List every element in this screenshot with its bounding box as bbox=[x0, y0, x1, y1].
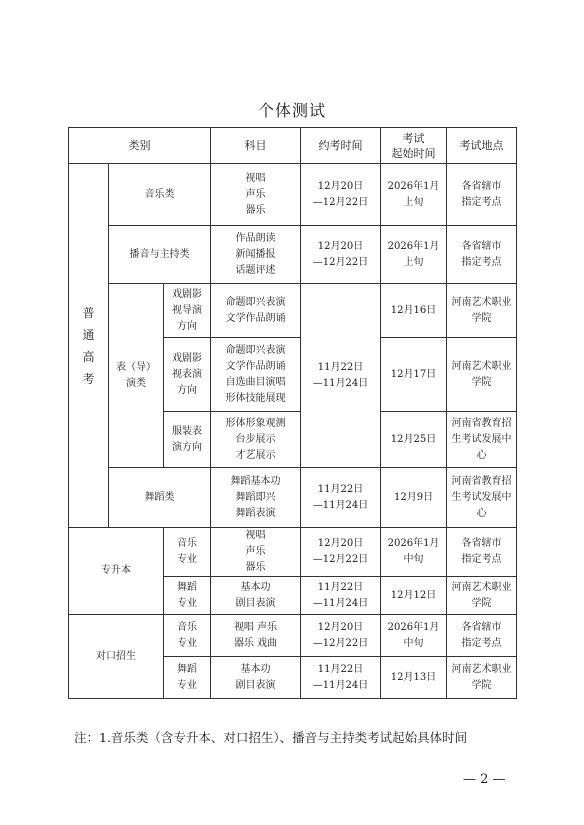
appointment-cell: 12月20日 —12月22日 bbox=[301, 615, 381, 657]
start-cell: 2026年1月 上旬 bbox=[381, 164, 447, 226]
location-cell: 各省辖市 指定考点 bbox=[447, 164, 517, 226]
table-row bbox=[69, 164, 517, 226]
table-row bbox=[69, 468, 517, 528]
category-cell: 舞蹈 专业 bbox=[164, 657, 211, 699]
category-cell: 音乐 专业 bbox=[164, 528, 211, 577]
appointment-cell: 11月22日 —11月24日 bbox=[301, 657, 381, 699]
location-cell: 河南艺术职业 学院 bbox=[447, 284, 517, 338]
header-row bbox=[69, 128, 517, 164]
exam-schedule-table bbox=[68, 127, 517, 699]
start-cell: 2026年1月 中旬 bbox=[381, 528, 447, 577]
category-cell: 音乐类 bbox=[109, 164, 211, 226]
subject-cell: 形体形象观测 台步展示 才艺展示 bbox=[211, 412, 301, 468]
category-cell: 音乐 专业 bbox=[164, 615, 211, 657]
location-cell: 河南艺术职业 学院 bbox=[447, 577, 517, 615]
category-cell: 舞蹈 专业 bbox=[164, 577, 211, 615]
group-zhuanshengben: 专升本 bbox=[69, 528, 164, 615]
header-location: 考试地点 bbox=[447, 128, 517, 164]
subject-cell: 基本功 剧目表演 bbox=[211, 657, 301, 699]
location-cell: 各省辖市 指定考点 bbox=[447, 615, 517, 657]
appointment-cell: 12月20日 —12月22日 bbox=[301, 226, 381, 284]
group-gaokao: 普通高考 bbox=[69, 164, 109, 528]
page-number: — 2 — bbox=[463, 772, 506, 787]
location-cell: 各省辖市 指定考点 bbox=[447, 528, 517, 577]
appointment-cell: 11月22日 —11月24日 bbox=[301, 577, 381, 615]
subject-cell: 命题即兴表演 文学作品朗诵 自选曲目演唱 形体技能展现 bbox=[211, 338, 301, 412]
start-cell: 12月12日 bbox=[381, 577, 447, 615]
start-cell: 12月16日 bbox=[381, 284, 447, 338]
group-duikou: 对口招生 bbox=[69, 615, 164, 699]
location-cell: 河南省教育招 生考试发展中 心 bbox=[447, 412, 517, 468]
footnote: 注：1.音乐类（含专升本、对口招生）、播音与主持类考试起始具体时间 bbox=[74, 730, 468, 745]
category-cell: 戏剧影 视表演 方向 bbox=[164, 338, 211, 412]
start-cell: 2026年1月 上旬 bbox=[381, 226, 447, 284]
category-cell: 播音与主持类 bbox=[109, 226, 211, 284]
header-subject: 科目 bbox=[211, 128, 301, 164]
location-cell: 各省辖市 指定考点 bbox=[447, 226, 517, 284]
table-row bbox=[69, 284, 517, 338]
group-biaodao: 表（导） 演类 bbox=[109, 284, 164, 468]
appointment-cell: 12月20日 —12月22日 bbox=[301, 164, 381, 226]
table-row bbox=[69, 615, 517, 657]
table-row bbox=[69, 528, 517, 577]
header-exam-start: 考试 起始时间 bbox=[381, 128, 447, 164]
header-appointment: 约考时间 bbox=[301, 128, 381, 164]
start-cell: 2026年1月 中旬 bbox=[381, 615, 447, 657]
location-cell: 河南艺术职业 学院 bbox=[447, 338, 517, 412]
subject-cell: 命题即兴表演 文学作品朗诵 bbox=[211, 284, 301, 338]
subject-cell: 视唱 声乐 器乐 bbox=[211, 528, 301, 577]
appointment-cell-shared: 11月22日 —11月24日 bbox=[301, 284, 381, 468]
table-title: 个体测试 bbox=[257, 101, 326, 120]
subject-cell: 视唱 声乐 器乐 bbox=[211, 164, 301, 226]
category-cell: 服装表 演方向 bbox=[164, 412, 211, 468]
start-cell: 12月9日 bbox=[381, 468, 447, 528]
subject-cell: 视唱 声乐 器乐 戏曲 bbox=[211, 615, 301, 657]
table-row bbox=[69, 226, 517, 284]
appointment-cell: 11月22日 —11月24日 bbox=[301, 468, 381, 528]
start-cell: 12月17日 bbox=[381, 338, 447, 412]
subject-cell: 舞蹈基本功 舞蹈即兴 舞蹈表演 bbox=[211, 468, 301, 528]
header-category: 类别 bbox=[69, 128, 211, 164]
subject-cell: 作品朗读 新闻播报 话题评述 bbox=[211, 226, 301, 284]
appointment-cell: 12月20日 —12月22日 bbox=[301, 528, 381, 577]
category-cell: 舞蹈类 bbox=[109, 468, 211, 528]
location-cell: 河南艺术职业 学院 bbox=[447, 657, 517, 699]
subject-cell: 基本功 剧目表演 bbox=[211, 577, 301, 615]
start-cell: 12月13日 bbox=[381, 657, 447, 699]
start-cell: 12月25日 bbox=[381, 412, 447, 468]
location-cell: 河南省教育招 生考试发展中 心 bbox=[447, 468, 517, 528]
category-cell: 戏剧影 视导演 方向 bbox=[164, 284, 211, 338]
